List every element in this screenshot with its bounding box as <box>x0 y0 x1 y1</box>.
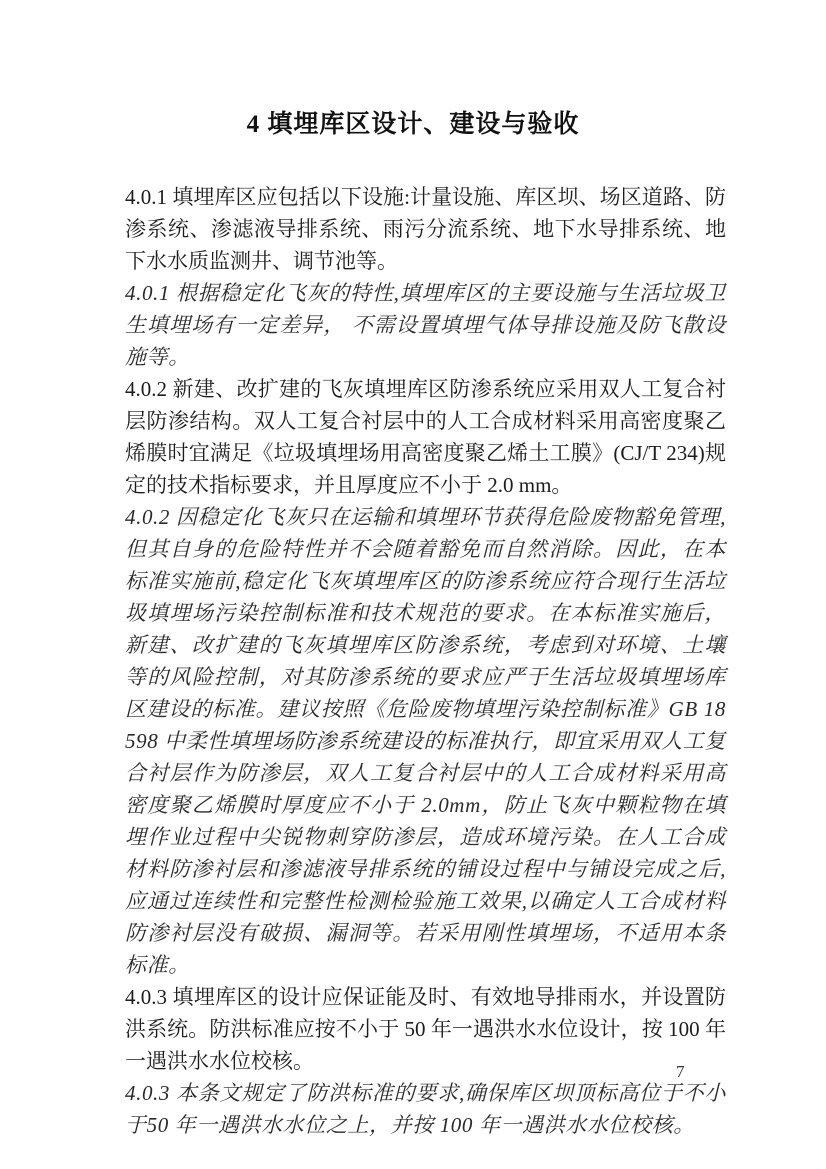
clause-4-0-2: 4.0.2 新建、改扩建的飞灰填埋库区防渗系统应采用双人工复合衬层防渗结构。双人工复合衬层中的人工合成材料采用高密度聚乙烯膜时宜满足《垃圾填埋场用高密度聚乙烯土工膜》(CJ/T 234)规定的技术指标要求，并且厚度应不小于 2.0 mm。 <box>125 377 726 497</box>
clause-4-0-1: 4.0.1 填埋库区应包括以下设施:计量设施、库区坝、场区道路、防渗系统、渗滤液导排系统、雨污分流系统、地下水导排系统、地下水水质监测井、调节池等。 <box>125 185 726 273</box>
page-title: 4 填埋库区设计、建设与验收 <box>246 111 580 138</box>
commentary-4-0-2: 4.0.2 因稳定化飞灰只在运输和填埋环节获得危险废物豁免管理,但其自身的危险特性并不会随着豁免而自然消除。因此，在本标准实施前,稳定化飞灰填埋库区的防渗系统应符合现行生活垃圾填埋场污染控制标准和技术规范的要求。在本标准实施后，新建、改扩建的飞灰填埋库区防渗系统，考虑到对环境、土壤等的风险控制，对其防渗系统的要求应严于生活垃圾填埋场库区建设的标准。建议按照《危险废物填埋污染控制标准》GB 18598 中柔性填埋场防渗系统建设的标准执行，即宜采用双人工复合衬层作为防渗层，双人工复合衬层中的人工合成材料采用高密度聚乙烯膜时厚度应不小于 2.0mm，防止飞灰中颗粒物在填埋作业过程中尖锐物刺穿防渗层，造成环境污染。在人工合成材料防渗衬层和渗滤液导排系统的铺设过程中与铺设完成之后,应通过连续性和完整性检测检验施工效果,以确定人工合成材料防渗衬层没有破损、漏洞等。若采用刚性填埋场，不适用本条标准。 <box>125 505 726 977</box>
page-number: 7 <box>676 1062 685 1081</box>
commentary-4-0-3: 4.0.3 本条文规定了防洪标准的要求,确保库区坝顶标高位于不小于50 年一遇洪水水位之上，并按 100 年一遇洪水水位校核。 <box>125 1081 726 1137</box>
document-body <box>125 181 726 1141</box>
clause-4-0-3: 4.0.3 填埋库区的设计应保证能及时、有效地导排雨水，并设置防洪系统。防洪标准应按不小于 50 年一遇洪水水位设计，按 100 年一遇洪水水位校核。 <box>125 985 726 1073</box>
commentary-4-0-1: 4.0.1 根据稳定化飞灰的特性,填埋库区的主要设施与生活垃圾卫生填埋场有一定差异， 不需设置填埋气体导排设施及防飞散设施等。 <box>125 281 726 369</box>
